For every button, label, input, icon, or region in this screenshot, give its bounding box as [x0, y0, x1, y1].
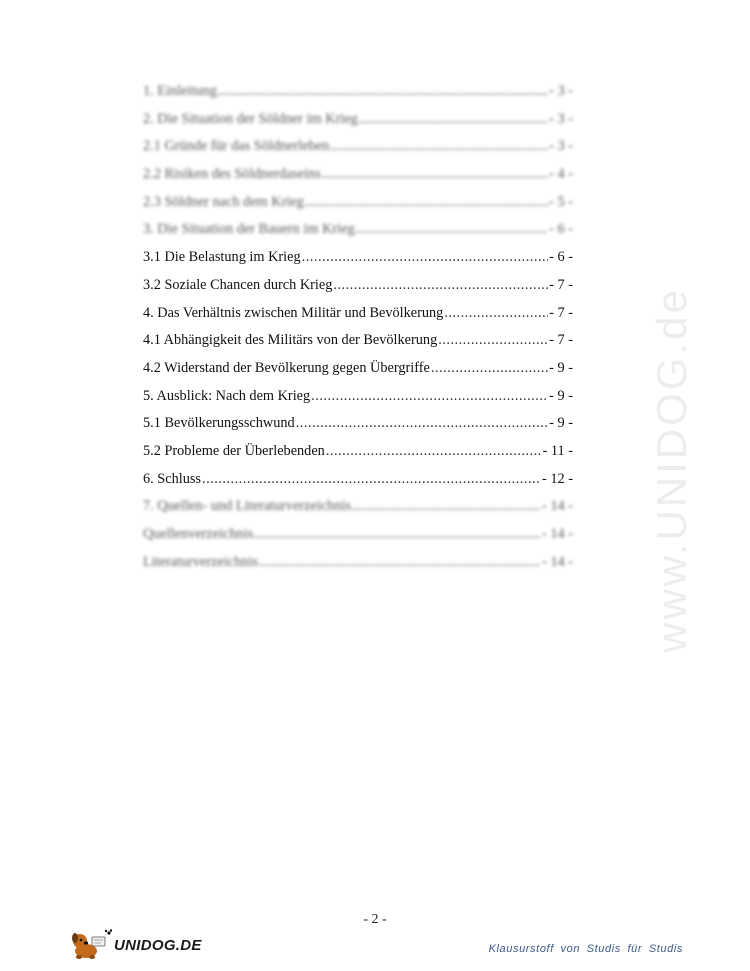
toc-entry-title: 2.2 Risiken des Söldnerdaseins [143, 166, 321, 183]
toc-leader-dots [330, 133, 548, 161]
toc-entry-page: - 12 - [542, 470, 573, 487]
toc-entry[interactable] [143, 300, 573, 328]
toc-entry-title: Quellenverzeichnis [143, 526, 254, 542]
table-of-contents [143, 78, 573, 576]
toc-entry-title: 7. Quellen- und Literaturverzeichnis [143, 498, 352, 515]
logo-text: UNIDOG.DE [114, 936, 202, 954]
toc-entry-page: - 14 - [542, 553, 573, 570]
toc-entry-page: - 4 - [549, 166, 573, 183]
toc-entry[interactable] [143, 244, 573, 272]
toc-entry-page: - 14 - [542, 498, 573, 515]
toc-entry[interactable] [143, 161, 573, 189]
toc-entry-page: - 9 - [549, 359, 573, 376]
toc-entry[interactable] [143, 106, 573, 134]
toc-entry-title: 2.1 Gründe für das Söldnerleben [143, 138, 330, 155]
toc-leader-dots [311, 383, 548, 411]
toc-entry-page: - 3 - [549, 138, 573, 155]
toc-entry[interactable] [143, 438, 573, 466]
toc-entry-title: 5.1 Bevölkerungsschwund [143, 415, 295, 432]
toc-entry-page: - 14 - [542, 526, 573, 542]
toc-leader-dots [326, 438, 542, 466]
toc-leader-dots [305, 189, 548, 217]
toc-entry[interactable] [143, 466, 573, 494]
toc-entry[interactable] [143, 327, 573, 355]
toc-entry[interactable] [143, 383, 573, 411]
toc-entry-title: 2.3 Söldner nach dem Krieg [143, 193, 304, 210]
toc-leader-dots [254, 521, 541, 549]
toc-leader-dots [333, 272, 548, 300]
toc-leader-dots [352, 493, 541, 521]
toc-entry-page: - 5 - [549, 193, 573, 210]
toc-entry-title: 5. Ausblick: Nach dem Krieg [143, 387, 311, 404]
toc-entry-page: - 3 - [549, 110, 573, 127]
dog-mascot-icon [70, 929, 112, 961]
toc-entry-title: 6. Schluss [143, 470, 201, 487]
toc-leader-dots [359, 106, 548, 134]
toc-leader-dots [431, 355, 548, 383]
toc-entry-title: 3. Die Situation der Bauern im Krieg [143, 221, 355, 238]
toc-entry[interactable] [143, 216, 573, 244]
toc-entry-page: - 7 - [549, 304, 573, 321]
toc-leader-dots [302, 244, 549, 272]
toc-entry-title: 2. Die Situation der Söldner im Krieg [143, 110, 358, 127]
toc-leader-dots [296, 410, 548, 438]
toc-entry-title: 1. Einleitung [143, 83, 217, 99]
toc-entry-title: 4.1 Abhängigkeit des Militärs von der Bevölkerung [143, 332, 438, 349]
toc-entry-title: 5.2 Probleme der Überlebenden [143, 442, 325, 459]
unidog-logo[interactable] [70, 929, 202, 961]
toc-entry[interactable] [143, 78, 573, 106]
toc-entry-page: - 7 - [549, 276, 573, 293]
toc-entry[interactable] [143, 272, 573, 300]
toc-entry-page: - 9 - [549, 415, 573, 432]
watermark: www.UNIDOG.de [648, 287, 695, 653]
toc-entry-page: - 11 - [542, 442, 573, 459]
toc-leader-dots [259, 549, 541, 577]
toc-entry[interactable] [143, 521, 573, 549]
toc-leader-dots [438, 327, 548, 355]
toc-entry[interactable] [143, 133, 573, 161]
toc-leader-dots [322, 161, 548, 189]
toc-entry-title: Literaturverzeichnis [143, 553, 259, 570]
toc-entry-page: - 6 - [549, 249, 573, 266]
page-number: - 2 - [363, 912, 387, 927]
toc-entry[interactable] [143, 355, 573, 383]
toc-entry-title: 3.1 Die Belastung im Krieg [143, 249, 301, 266]
toc-entry[interactable] [143, 493, 573, 521]
toc-leader-dots [202, 466, 541, 494]
toc-leader-dots [444, 300, 548, 328]
toc-entry-title: 4. Das Verhältnis zwischen Militär und Bevölkerung [143, 304, 444, 321]
toc-entry-page: - 7 - [549, 332, 573, 349]
toc-entry[interactable] [143, 410, 573, 438]
footer-slogan: Klausurstoff von Studis für Studis [488, 943, 683, 955]
toc-entry-page: - 6 - [549, 221, 573, 238]
toc-entry[interactable] [143, 189, 573, 217]
toc-entry[interactable] [143, 549, 573, 577]
toc-leader-dots [218, 78, 548, 106]
toc-entry-page: - 9 - [549, 387, 573, 404]
toc-entry-title: 4.2 Widerstand der Bevölkerung gegen Übergriffe [143, 359, 430, 376]
toc-entry-page: - 3 - [549, 83, 573, 99]
toc-leader-dots [356, 216, 549, 244]
toc-entry-title: 3.2 Soziale Chancen durch Krieg [143, 276, 333, 293]
